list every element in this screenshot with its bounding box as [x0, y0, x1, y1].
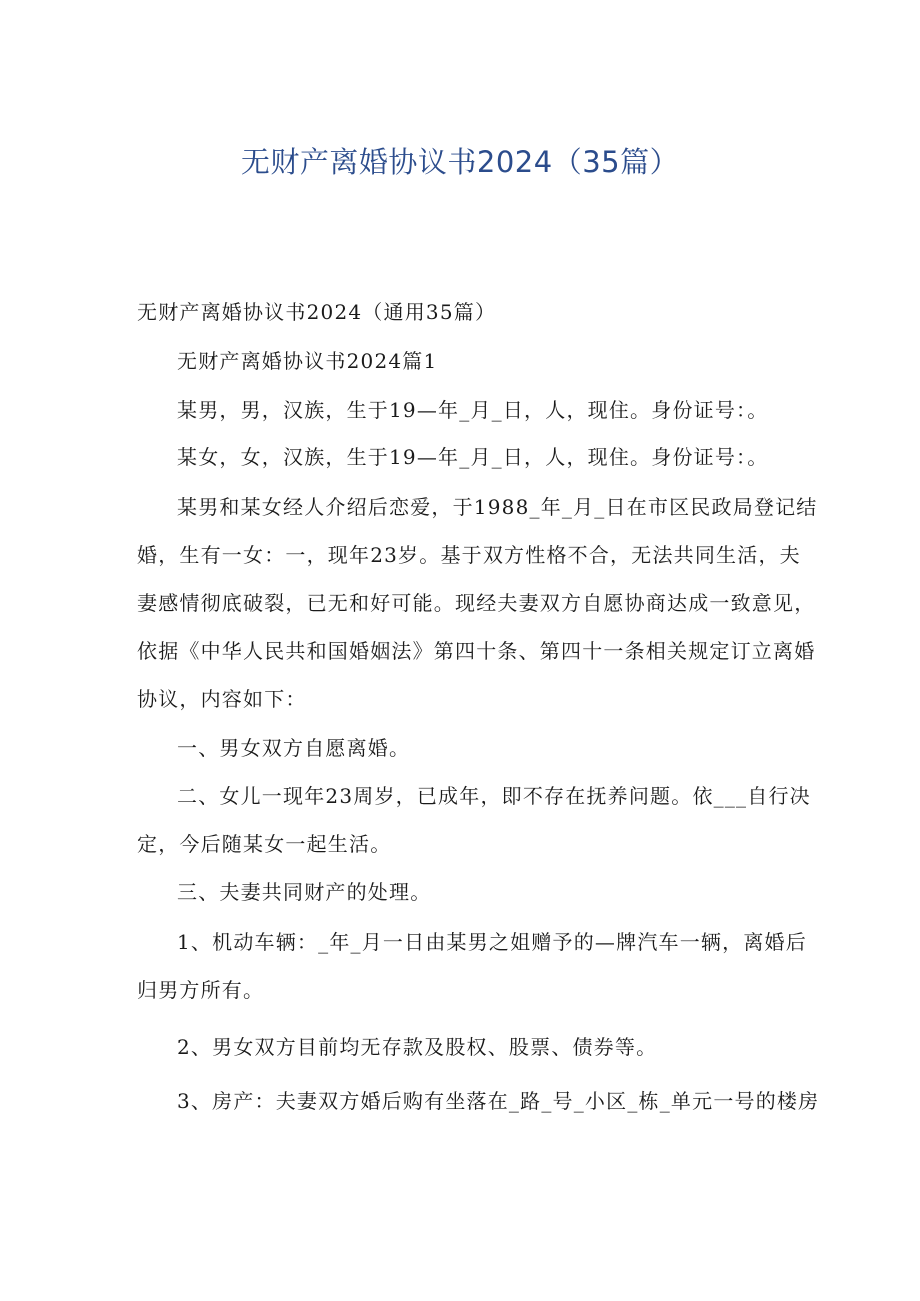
paragraph-line: 2、男女双方目前均无存款及股权、股票、债券等。: [177, 1035, 658, 1059]
document-subtitle: 无财产离婚协议书2024（通用35篇）: [137, 300, 497, 324]
paragraph-line: 妻感情彻底破裂，已无和好可能。现经夫妻双方自愿协商达成一致意见，: [137, 591, 816, 615]
paragraph-line: 协议，内容如下：: [137, 687, 307, 711]
paragraph-line: 某男，男，汉族，生于19—年_月_日，人，现住。身份证号：。: [177, 398, 769, 422]
paragraph-line: 二、女儿一现年23周岁，已成年，即不存在抚养问题。依___自行决: [177, 784, 811, 808]
paragraph-line: 一、男女双方自愿离婚。: [177, 736, 411, 760]
paragraph-line: 某男和某女经人介绍后恋爱，于1988_年_月_日在市区民政局登记结: [177, 495, 818, 519]
section-heading: 无财产离婚协议书2024篇1: [177, 349, 438, 373]
paragraph-line: 定，今后随某女一起生活。: [137, 832, 392, 856]
paragraph-line: 三、夫妻共同财产的处理。: [177, 880, 432, 904]
paragraph-line: 婚，生有一女：一，现年23岁。基于双方性格不合，无法共同生活，夫: [137, 543, 801, 567]
document-title: 无财产离婚协议书2024（35篇）: [240, 145, 680, 179]
paragraph-line: 依据《中华人民共和国婚姻法》第四十条、第四十一条相关规定订立离婚: [137, 639, 816, 663]
paragraph-line: 1、机动车辆：_年_月一日由某男之姐赠予的—牌汽车一辆，离婚后: [177, 930, 807, 954]
paragraph-line: 某女，女，汉族，生于19—年_月_日，人，现住。身份证号：。: [177, 445, 769, 469]
paragraph-line: 归男方所有。: [137, 978, 265, 1002]
paragraph-line: 3、房产：夫妻双方婚后购有坐落在_路_号_小区_栋_单元一号的楼房: [177, 1089, 820, 1113]
